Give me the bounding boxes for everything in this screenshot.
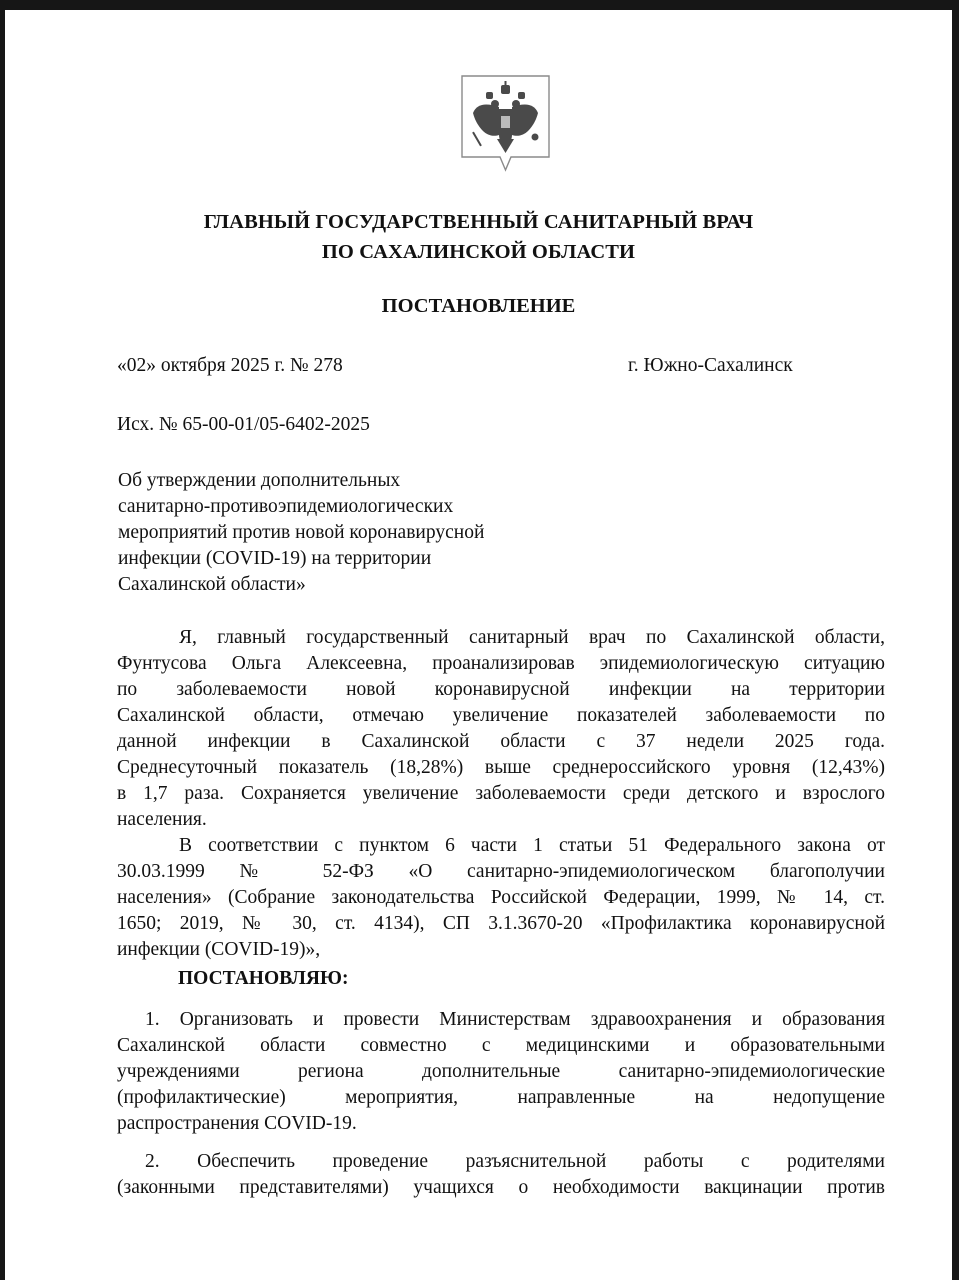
resolution-item-2 — [117, 1149, 885, 1201]
text-line: Среднесуточный показатель (18,28%) выше среднероссийского уровня (12,43%) — [117, 757, 885, 778]
coat-of-arms-icon — [459, 73, 552, 175]
resolution-heading: ПОСТАНОВЛЯЮ: — [178, 968, 349, 989]
subject-line: санитарно-противоэпидемиологических — [118, 496, 454, 517]
text-line: данной инфекции в Сахалинской области с 37 недели 2025 года. — [117, 731, 885, 752]
authority-title-line-2: ПО САХАЛИНСКОЙ ОБЛАСТИ — [321, 241, 636, 263]
text-line: 1650; 2019, № 30, ст. 4134), СП 3.1.3670-20 «Профилактика коронавирусной — [117, 913, 885, 934]
document-page — [5, 10, 952, 1280]
text-line: (законными представителями) учащихся о необходимости вакцинации против — [117, 1177, 885, 1198]
authority-title-line-1: ГЛАВНЫЙ ГОСУДАРСТВЕННЫЙ САНИТАРНЫЙ ВРАЧ — [203, 211, 754, 233]
text-line: 30.03.1999 № 52-ФЗ «О санитарно-эпидемиологическом благополучии — [117, 861, 885, 882]
text-line: населения» (Собрание законодательства Российской Федерации, 1999, № 14, ст. — [117, 887, 885, 908]
text-line: населения. — [117, 809, 207, 830]
text-line: 2. Обеспечить проведение разъяснительной работы с родителями — [145, 1151, 885, 1172]
text-line: В соответствии с пунктом 6 части 1 статьи 51 Федерального закона от — [179, 835, 885, 856]
document-date-number: «02» октября 2025 г. № 278 — [117, 355, 343, 376]
text-line: инфекции (COVID-19)», — [117, 939, 321, 960]
preamble-paragraph-2 — [117, 833, 885, 963]
text-line: Сахалинской области совместно с медицинскими и образовательными — [117, 1035, 885, 1056]
outgoing-number: Исх. № 65-00-01/05-6402-2025 — [117, 414, 370, 435]
text-line: по заболеваемости новой коронавирусной инфекции на территории — [117, 679, 885, 700]
text-line: распространения COVID-19. — [117, 1113, 357, 1134]
subject-line: Об утверждении дополнительных — [118, 470, 401, 491]
text-line: (профилактические) мероприятия, направленные на недопущение — [117, 1087, 885, 1108]
text-line: Сахалинской области, отмечаю увеличение показателей заболеваемости по — [117, 705, 885, 726]
text-line: Фунтусова Ольга Алексеевна, проанализировав эпидемиологическую ситуацию — [117, 653, 885, 674]
document-type-heading: ПОСТАНОВЛЕНИЕ — [381, 295, 576, 317]
text-line: Я, главный государственный санитарный врач по Сахалинской области, — [179, 627, 885, 648]
subject-line: Сахалинской области» — [118, 574, 306, 595]
document-subject — [118, 468, 558, 598]
text-line: 1. Организовать и провести Министерствам здравоохранения и образования — [145, 1009, 885, 1030]
document-city: г. Южно-Сахалинск — [628, 355, 793, 376]
preamble-paragraph-1 — [117, 625, 885, 833]
subject-line: мероприятий против новой коронавирусной — [118, 522, 485, 543]
subject-line: инфекции (COVID-19) на территории — [118, 548, 432, 569]
resolution-item-1 — [117, 1007, 885, 1137]
text-line: в 1,7 раза. Сохраняется увеличение заболеваемости среди детского и взрослого — [117, 783, 885, 804]
authority-title — [5, 207, 952, 267]
text-line: учреждениями региона дополнительные санитарно-эпидемиологические — [117, 1061, 885, 1082]
